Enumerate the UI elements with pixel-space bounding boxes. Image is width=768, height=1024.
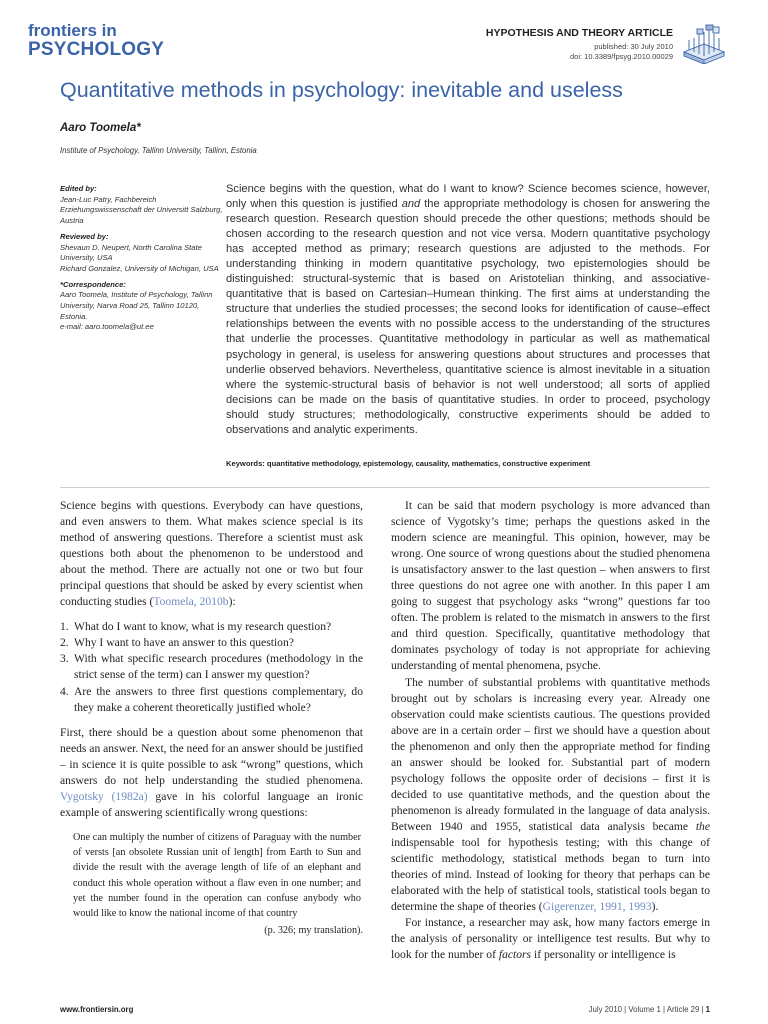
abstract-emphasis: and	[401, 198, 421, 211]
body-column-left	[60, 498, 363, 938]
list-item	[60, 619, 363, 635]
list-item	[60, 635, 363, 651]
journal-logo	[28, 22, 188, 59]
list-item	[60, 684, 363, 716]
list-number: 4.	[60, 684, 69, 698]
reviewer-1: Shevaun D. Neupert, North Carolina State University, USA	[60, 242, 202, 263]
citation-link[interactable]: Vygotsky (1982a)	[60, 789, 148, 803]
article-type: HYPOTHESIS AND THEORY ARTICLE	[485, 27, 673, 39]
paragraph-text: if personality or intelligence is	[531, 948, 676, 962]
list-number: 1.	[60, 620, 69, 634]
principal-questions-list	[60, 619, 363, 715]
footer-website[interactable]: www.frontiersin.org	[60, 1005, 134, 1014]
paragraph	[60, 725, 363, 821]
paragraph-text: ):	[228, 595, 236, 609]
author-affiliation: Institute of Psychology, Tallinn University, Tallinn, Estonia	[60, 146, 257, 155]
reviewer-2: Richard Gonzalez, University of Michigan, USA	[60, 263, 219, 273]
article-info-sidebar	[60, 184, 225, 333]
published-date: published: 30 July 2010	[594, 42, 673, 51]
correspondence-address: Aaro Toomela, Institute of Psychology, Tallinn University, Narva Road 25, Tallinn 10120, Estonia.	[60, 290, 213, 321]
list-text: What do I want to know, what is my research question?	[74, 620, 332, 634]
list-text: Are the answers to three first questions complementary, do they make a coherent theoretically justified whole?	[74, 684, 363, 714]
paragraph: It can be said that modern psychology is more advanced than science of Vygotsky’s time; perhaps the questions asked in the modern science are meaningful. This opinion, however, may be wrong. One source of wrong questions about the studied phenomena is unsatisfactory answer to the last question – when answers to first three questions do not agree one with another. In this paper I am going to suggest that psychology asks “wrong” questions far too often. The problem is related to the mismatch in answers to the first and third question. Specifically, quantitative methodology that dominates psychology of today is not appropriate for achieving understanding of mental phenomena, psyche.	[391, 499, 710, 673]
abstract	[226, 182, 710, 438]
emphasis: the	[695, 819, 710, 833]
list-text: Why I want to have an answer to this question?	[74, 636, 294, 650]
paragraph-text: The number of substantial problems with quantitative methods brought out by scholars is increasing every year. Already one observation could make scientists cautious. The questions provided above are in a certain order – first we should have a question about the phenomenon and only then the appropriate method for finding an answer should be looked for. Substantial part of modern psychology follows the opposite order of decisions – first it is decided to use quantitative methods, and the question about the phenomenon is already formulated in the language of data analysis. Between 1940 and 1955, statistical data analysis became	[391, 675, 710, 833]
list-item	[60, 651, 363, 683]
editor-info: Jean-Luc Patry, Fachbereich Erziehungswissenschaft der Universitt Salzburg, Austria	[60, 194, 223, 226]
paragraph-text: First, there should be a question about some phenomenon that needs an answer. Next, the need for an answer should be justified – in science it is quite possible to ask “wrong” questions, which answers do not help understanding the studied phenomena.	[60, 725, 363, 787]
paragraph-text: For instance, a researcher may ask, how many factors emerge in the analysis of personality or intelligence test results. But why to look for the number of	[391, 916, 710, 962]
author-name: Aaro Toomela*	[60, 122, 141, 134]
abstract-text-1: Science begins with the question, what do I want to know? Science becomes science, however, only when this question is justified	[226, 183, 710, 211]
body-column-right	[391, 498, 710, 963]
article-title: Quantitative methods in psychology: inevitable and useless	[60, 78, 623, 102]
paragraph	[60, 498, 363, 610]
list-number: 3.	[60, 652, 69, 666]
paragraph	[391, 915, 710, 963]
footer-issue-text: July 2010 | Volume 1 | Article 29 |	[588, 1005, 706, 1014]
abstract-text-2: the appropriate methodology is chosen for answering the research question. Research question should precede the other questions; methods should be chosen according to the research question and not vice versa. Modern quantitative psychology has accepted method as primary; research questions are adjusted to the methods. For understanding thinking in modern quantitative psychology, two epistemologies should be distinguished: structural-systemic that is based on Aristotelian thinking, and associative-quantitative that is based on Cartesian–Humean thinking. The first aims at understanding the structure that underlies the studied processes; the second looks for identification of cause–effect relationships between the events with no possible access to the understanding of the structures that underlie the processes. Quantitative methodology in particular as well as mathematical psychology in general, is useless for answering questions about structures and processes that underlie observed behaviors. Nevertheless, quantitative science is almost inevitable in a situation where the systemic-structural basis of behavior is not well understood; all sorts of applied decisions can be made on the basis of quantitative studies. In order to proceed, psychology should study structures; methodologically, constructive experiments should be added to observations and analytic experiments.	[226, 198, 710, 436]
paragraph-text: ).	[651, 900, 659, 914]
section-divider	[60, 487, 710, 488]
paragraph-text: gave in his colorful language an ironic example of answering scientifically wrong questions:	[60, 789, 363, 819]
paragraph-text: Science begins with questions. Everybody can have questions, and even answers to them. What makes science special is its method of answering questions. Therefore a scientist must ask questions both about the phenomenon to be understood and about the method. There are actually not one or two but four principal questions that should be asked by every scientist when conducting studies (	[60, 499, 363, 609]
page-number: 1	[705, 1005, 710, 1014]
list-text: With what specific research procedures (methodology in the strict sense of the term) can I answer my question?	[74, 652, 363, 682]
logo-line-2: PSYCHOLOGY	[28, 39, 165, 60]
quote-source: (p. 326; my translation).	[264, 925, 363, 937]
correspondence-label: *Correspondence:	[60, 279, 126, 289]
reviewed-by-label: Reviewed by:	[60, 231, 109, 241]
journal-section-icon	[680, 22, 728, 64]
list-number: 2.	[60, 636, 69, 650]
keywords: Keywords: quantitative methodology, epistemology, causality, mathematics, constructive experiment	[226, 459, 591, 468]
paragraph-text: indispensable tool for hypothesis testing; with this change of scientific methodology, statistical methods began to turn into theories of mind. Instead of looking for theory that perhaps can be elaborated with the help of statistical tools, statistical tools began to determine the shape of theories (	[391, 835, 710, 914]
paragraph	[391, 675, 710, 916]
citation-link[interactable]: Gigerenzer, 1991, 1993	[542, 900, 652, 914]
correspondence-email[interactable]: e-mail: aaro.toomela@ut.ee	[60, 322, 154, 332]
block-quote: One can multiply the number of citizens of Paraguay with the number of versts [an obsolete Russian unit of length] from Earth to Sun and divide the result with the average length of life of an elephant and conduct this whole operation without a flaw even in one number; and yet the number found in the operation can confuse anybody who would like to know the national income of that country	[73, 831, 361, 919]
citation-link[interactable]: Toomela, 2010b	[153, 595, 229, 609]
logo-line-1: frontiers in	[28, 21, 117, 40]
doi[interactable]: doi: 10.3389/fpsyg.2010.00029	[569, 52, 673, 61]
emphasis: factors	[498, 948, 532, 962]
footer-issue-info	[589, 1005, 710, 1014]
edited-by-label: Edited by:	[60, 184, 97, 193]
